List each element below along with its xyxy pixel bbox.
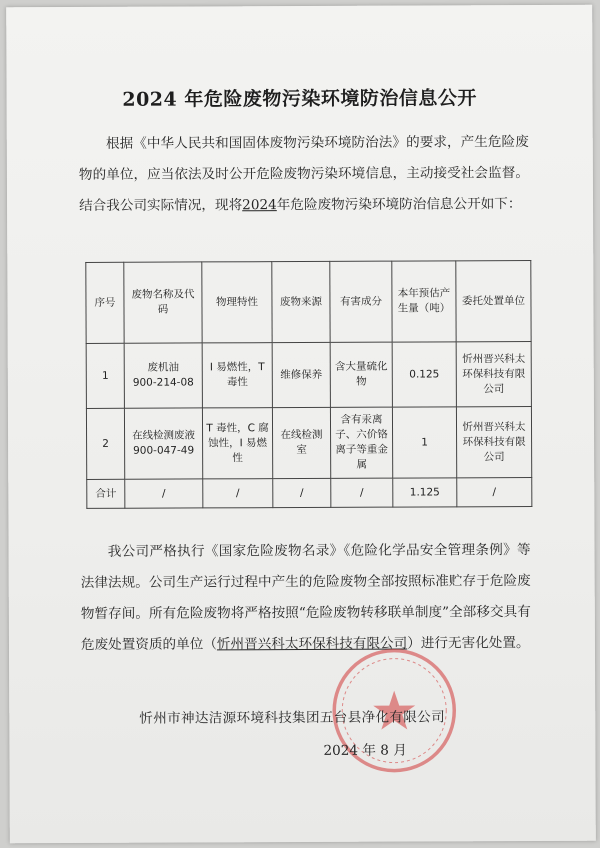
table-cell: 在线检测废液 900-047-49 — [124, 408, 202, 479]
table-cell: 忻州晋兴科太环保科技有限公司 — [456, 341, 531, 406]
table-row — [86, 341, 531, 408]
table-cell: / — [125, 479, 203, 508]
closing-text-end: ）进行无害化处置。 — [407, 635, 530, 652]
closing-paragraph — [80, 535, 531, 661]
table-cell: I 易燃性，T 毒性 — [202, 343, 272, 408]
table-cell: 2 — [86, 408, 124, 479]
table-cell: / — [331, 478, 393, 507]
table-cell: 含有汞离子、六价铬离子等重金属 — [330, 407, 392, 478]
table-cell: 1 — [392, 407, 456, 478]
table-cell: 1.125 — [393, 478, 457, 507]
table-cell: 在线检测室 — [272, 407, 330, 478]
document-page — [6, 5, 596, 844]
document-title: 2024 年危险废物污染环境防治信息公开 — [122, 87, 477, 111]
header-cell: 序号 — [86, 262, 124, 343]
table-cell: T 毒性，C 腐蚀性，I 易燃性 — [202, 408, 272, 479]
table-cell: 维修保养 — [272, 342, 330, 407]
table-cell: / — [273, 478, 331, 507]
intro-year: 2024 — [242, 197, 277, 214]
table-total-row — [87, 477, 532, 508]
table-header-row — [86, 260, 531, 343]
intro-text: 根据《中华人民共和国固体废物污染环境防治法》的要求，产生危险废物的单位，应当依法及时公开危险废物污染环境信息，主动接受社会监督。结合我公司实际情况，现将 — [78, 134, 529, 214]
table-cell: / — [457, 477, 532, 506]
waste-info-table — [85, 260, 532, 509]
table-cell: 合计 — [87, 479, 125, 508]
table-cell: / — [203, 479, 273, 508]
table-cell: 废机油 900-214-08 — [124, 343, 202, 408]
header-cell: 物理特性 — [202, 262, 272, 343]
header-cell: 本年预估产生量（吨） — [392, 261, 456, 342]
intro-text-end: 年危险废物污染环境防治信息公开如下： — [276, 196, 522, 214]
table-row — [86, 406, 531, 479]
document-date: 2024 年 8 月 — [323, 742, 407, 759]
header-cell: 废物名称及代码 — [124, 262, 202, 343]
disposal-unit: 忻州晋兴科太环保科技有限公司 — [216, 635, 408, 653]
table-cell: 1 — [86, 343, 124, 408]
table-cell: 0.125 — [392, 342, 456, 407]
closing-text: 我公司严格执行《国家危险废物名录》《危险化学品安全管理条例》等法律法规。公司生产运行过程中产生的危险废物全部按照标准贮存于危险废物暂存间。所有危险废物将严格按照“危险废物转移联单制度”全部移交具有危废处置资质的单位（ — [80, 541, 531, 653]
header-cell: 委托处置单位 — [456, 260, 531, 341]
company-signature: 忻州市神达洁源环境科技集团五台县净化有限公司 — [139, 709, 445, 727]
table-cell: 含大量硫化物 — [330, 342, 392, 407]
table-cell: 忻州晋兴科太环保科技有限公司 — [456, 406, 531, 477]
intro-paragraph — [79, 127, 529, 222]
header-cell: 有害成分 — [330, 261, 392, 342]
header-cell: 废物来源 — [272, 261, 330, 342]
